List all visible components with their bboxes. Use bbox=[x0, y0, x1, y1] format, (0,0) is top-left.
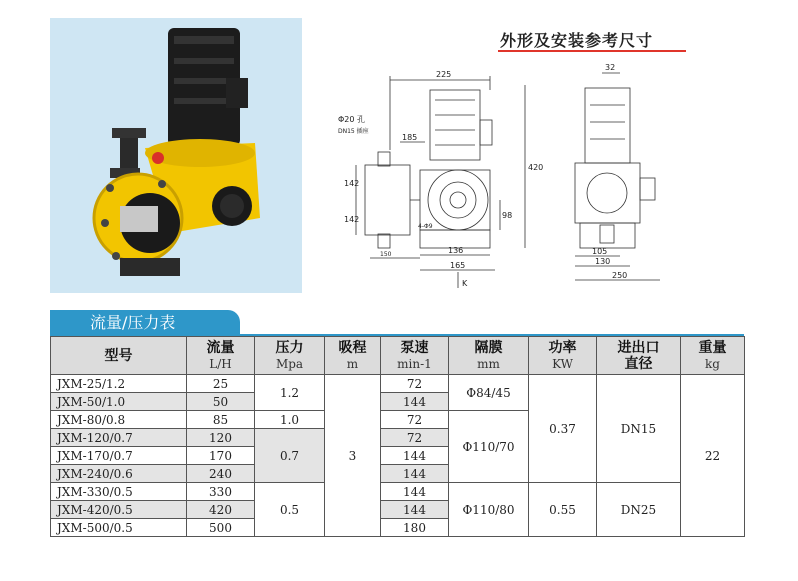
dimension-drawing bbox=[330, 60, 750, 295]
model-cell: JXM-240/0.6 bbox=[51, 465, 187, 483]
header-flow: 流量 L/H bbox=[187, 337, 255, 375]
diaphragm-cell: Φ110/80 bbox=[449, 483, 529, 537]
drawing-title: 外形及安装参考尺寸 bbox=[500, 31, 654, 50]
dim-150: 150 bbox=[380, 251, 392, 258]
flow-cell: 170 bbox=[187, 447, 255, 465]
speed-cell: 144 bbox=[381, 501, 449, 519]
dim-32: 32 bbox=[605, 63, 616, 72]
spec-table bbox=[50, 336, 745, 537]
dim-142-upper: 142 bbox=[344, 179, 360, 188]
flow-cell: 85 bbox=[187, 411, 255, 429]
speed-cell: 144 bbox=[381, 447, 449, 465]
model-cell: JXM-420/0.5 bbox=[51, 501, 187, 519]
model-cell: JXM-120/0.7 bbox=[51, 429, 187, 447]
port-cell: DN15 bbox=[597, 375, 681, 483]
dim-142-lower: 142 bbox=[344, 215, 360, 224]
flow-cell: 500 bbox=[187, 519, 255, 537]
dim-130: 130 bbox=[595, 257, 611, 266]
table-title-bar bbox=[50, 310, 744, 336]
table-row bbox=[51, 375, 745, 393]
pressure-cell: 1.0 bbox=[255, 411, 325, 429]
header-power: 功率 KW bbox=[529, 337, 597, 375]
diaphragm-cell: Φ110/70 bbox=[449, 411, 529, 483]
pressure-cell: 0.5 bbox=[255, 483, 325, 537]
title-underline bbox=[498, 50, 686, 52]
product-photo bbox=[50, 18, 302, 293]
dim-k: K bbox=[462, 279, 468, 288]
header-diaphragm: 隔膜 mm bbox=[449, 337, 529, 375]
model-cell: JXM-330/0.5 bbox=[51, 483, 187, 501]
speed-cell: 144 bbox=[381, 465, 449, 483]
header-model: 型号 bbox=[51, 337, 187, 375]
table-title: 流量/压力表 bbox=[50, 310, 240, 336]
header-speed: 泵速 min-1 bbox=[381, 337, 449, 375]
header-pressure: 压力 Mpa bbox=[255, 337, 325, 375]
speed-cell: 72 bbox=[381, 411, 449, 429]
flow-cell: 120 bbox=[187, 429, 255, 447]
dim-165: 165 bbox=[450, 261, 466, 270]
diaphragm-cell: Φ84/45 bbox=[449, 375, 529, 411]
dim-hole: Φ20 孔 bbox=[338, 115, 366, 124]
speed-cell: 180 bbox=[381, 519, 449, 537]
power-cell: 0.55 bbox=[529, 483, 597, 537]
pressure-cell: 0.7 bbox=[255, 429, 325, 483]
speed-cell: 144 bbox=[381, 483, 449, 501]
weight-cell: 22 bbox=[681, 375, 745, 537]
dim-225: 225 bbox=[436, 70, 452, 79]
pressure-cell: 1.2 bbox=[255, 375, 325, 411]
dim-dn15: DN15 插座 bbox=[338, 128, 369, 135]
table-row bbox=[51, 483, 745, 501]
flow-cell: 240 bbox=[187, 465, 255, 483]
dim-136: 136 bbox=[448, 246, 464, 255]
speed-cell: 144 bbox=[381, 393, 449, 411]
speed-cell: 72 bbox=[381, 375, 449, 393]
suction-cell: 3 bbox=[325, 375, 381, 537]
dim-98: 98 bbox=[502, 211, 513, 220]
dim-250: 250 bbox=[612, 271, 628, 280]
model-cell: JXM-170/0.7 bbox=[51, 447, 187, 465]
speed-cell: 72 bbox=[381, 429, 449, 447]
flow-cell: 330 bbox=[187, 483, 255, 501]
port-cell: DN25 bbox=[597, 483, 681, 537]
header-port: 进出口 直径 bbox=[597, 337, 681, 375]
model-cell: JXM-25/1.2 bbox=[51, 375, 187, 393]
dim-185: 185 bbox=[402, 133, 418, 142]
model-cell: JXM-80/0.8 bbox=[51, 411, 187, 429]
model-cell: JXM-500/0.5 bbox=[51, 519, 187, 537]
table-header-row bbox=[51, 337, 745, 375]
flow-cell: 25 bbox=[187, 375, 255, 393]
dim-105: 105 bbox=[592, 247, 608, 256]
dim-420: 420 bbox=[528, 163, 544, 172]
dim-bolts: 4-Φ9 bbox=[418, 223, 433, 230]
model-cell: JXM-50/1.0 bbox=[51, 393, 187, 411]
flow-cell: 420 bbox=[187, 501, 255, 519]
header-weight: 重量 kg bbox=[681, 337, 745, 375]
power-cell: 0.37 bbox=[529, 375, 597, 483]
flow-cell: 50 bbox=[187, 393, 255, 411]
header-suction: 吸程 m bbox=[325, 337, 381, 375]
